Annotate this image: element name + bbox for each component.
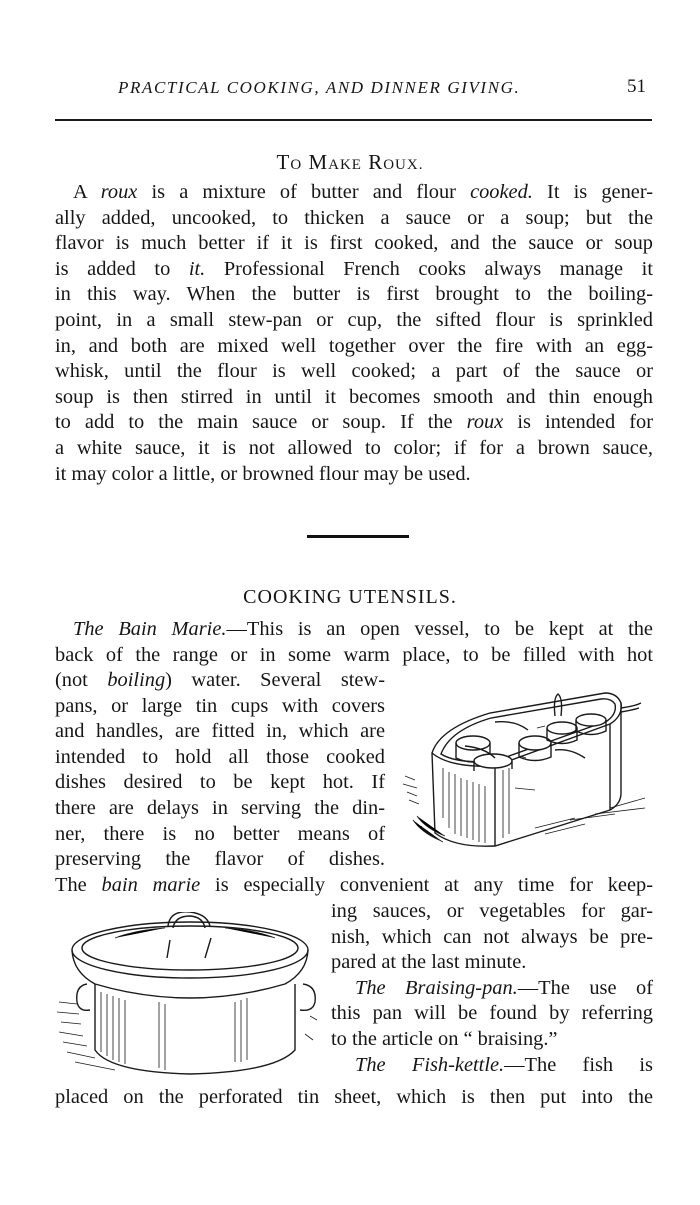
text-line: and handles, are fitted in, which are [55, 720, 385, 743]
text-line: there are delays in serving the din- [55, 796, 385, 819]
text-line: nish, which can not always be pre- [331, 925, 653, 948]
running-head: PRACTICAL COOKING, AND DINNER GIVING. [118, 78, 521, 97]
header-rule [55, 119, 652, 121]
utensils-intro [55, 617, 653, 668]
text-line: ing sauces, or vegetables for gar- [331, 900, 653, 922]
text-line: A roux is a mixture of butter and flour cooked. It is gener- [73, 181, 654, 203]
text-line: soup is then stirred in until it becomes smooth and thin enough [55, 385, 653, 408]
text-line: pans, or large tin cups with covers [55, 694, 385, 717]
text-line: ally added, uncooked, to thicken a sauce or a soup; but the [55, 206, 653, 229]
text-line: The Fish-kettle.—The fish is [355, 1053, 653, 1076]
roux-section-title [0, 150, 700, 175]
title-letters: AKE [328, 157, 362, 173]
text-line: The Braising-pan.—The use of [355, 976, 653, 999]
title-letters: OUX. [383, 157, 424, 173]
braising-pan-illustration [55, 912, 325, 1082]
text-line: in this way. When the butter is first brought to the boiling- [55, 283, 653, 306]
text-line: whisk, until the flour is well cooked; a part of the sauce or [55, 360, 653, 383]
bain-marie-continuation [55, 873, 653, 899]
roux-paragraph [55, 180, 653, 487]
text-line: preserving the flavor of dishes. [55, 848, 385, 871]
text-line: is added to it. Professional French cooks always manage it [55, 257, 653, 280]
title-letter: M [308, 150, 329, 174]
bain-marie-illustration [395, 668, 655, 868]
text-line: (not boiling) water. Several stew- [55, 669, 385, 691]
text-line: ner, there is no better means of [55, 822, 385, 845]
title-letters: O [290, 157, 303, 173]
text-line: The Bain Marie.—This is an open vessel, to be kept at the [73, 618, 653, 640]
text-line: The bain marie is especially convenient at any time for keep- [55, 874, 653, 896]
title-letter: T [276, 150, 291, 174]
bain-marie-icon [395, 668, 655, 868]
braising-pan-icon [55, 912, 325, 1082]
text-line: placed on the perforated tin sheet, which is then put into the [55, 1086, 653, 1108]
text-line: it may color a little, or browned flour may be used. [55, 462, 471, 485]
text-line: this pan will be found by referring [331, 1002, 653, 1025]
text-line: flavor is much better if it is first cooked, and the sauce or soup [55, 232, 653, 255]
text-line: dishes desired to be kept hot. If [55, 771, 385, 794]
fish-kettle-continuation [55, 1085, 653, 1111]
section-divider [307, 535, 409, 538]
title-letter: R [368, 150, 384, 174]
text-line: point, in a small stew-pan or cup, the sifted flour is sprinkled [55, 308, 653, 331]
text-line: to the article on “ braising.” [331, 1027, 558, 1050]
page-number: 51 [627, 76, 646, 97]
text-line: a white sauce, it is not allowed to color; if for a brown sauce, [55, 436, 653, 459]
text-line: intended to hold all those cooked [55, 745, 385, 768]
text-line: to add to the main sauce or soup. If the roux is intended for [55, 411, 653, 434]
text-line: in, and both are mixed well together over the fire with an egg- [55, 334, 653, 357]
text-line: back of the range or in some warm place, to be filled with hot [55, 643, 653, 666]
braising-wrap-text [331, 899, 653, 1078]
text-line: pared at the last minute. [331, 951, 527, 974]
bain-marie-wrap-text [55, 668, 385, 873]
utensils-section-title: COOKING UTENSILS. [243, 586, 457, 608]
